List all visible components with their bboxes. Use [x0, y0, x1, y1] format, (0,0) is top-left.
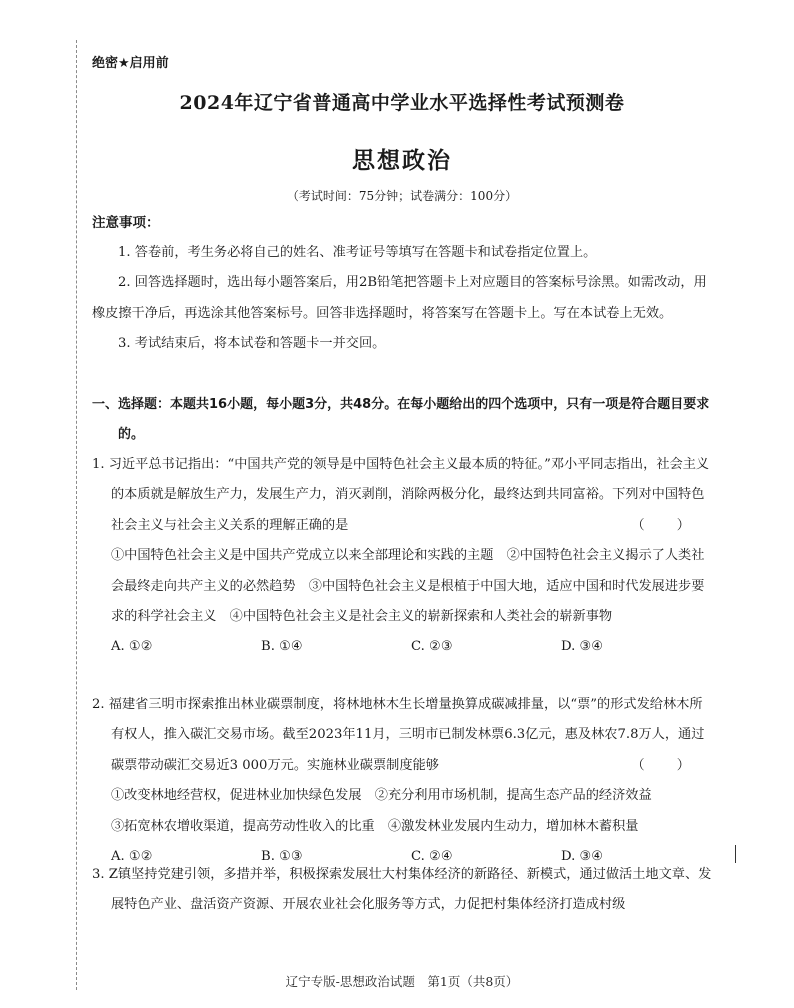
question-1 [92, 450, 714, 663]
question-statement-line: ①改变林地经营权，促进林业加快绿色发展 ②充分利用市场机制，提高生态产品的经济效益 [111, 788, 652, 804]
question-2 [92, 690, 714, 872]
answer-options [92, 632, 714, 662]
question-stem: 3. Z镇坚持党建引领，多措并举，积极探索发展壮大村集体经济的新路径、新模式，通过做活土地文章、发展特色产业、盘活资产资源、开展农业社会化服务等方式，力促把村集体经济打造成村级 [92, 867, 712, 913]
page-title: 2024年辽宁省普通高中学业水平选择性考试预测卷 [179, 92, 625, 114]
option-b: B. ①④ [261, 639, 303, 655]
question-stem: 1. 习近平总书记指出：“中国共产党的领导是中国特色社会主义最本质的特征。”邓小平同志指出，社会主义的本质就是解放生产力，发展生产力，消灭剥削，消除两极分化，最终达到共同富裕。下列对中国特色社会主义与社会主义关系的理解正确的是 [92, 457, 710, 533]
notes-list [92, 238, 714, 360]
answer-blank: （ ） [631, 757, 704, 773]
page-footer: 辽宁专版-思想政治试题 第1页（共8页） [285, 974, 519, 989]
scan-mark [735, 845, 736, 863]
note-item: 2. 回答选择题时，选出每小题答案后，用2B铅笔把答题卡上对应题目的答案标号涂黑。如需改动，用橡皮擦干净后，再选涂其他答案标号。回答非选择题时，将答案写在答题卡上。写在本试卷上无效。 [92, 275, 707, 321]
note-item: 3. 考试结束后，将本试卷和答题卡一并交回。 [118, 336, 386, 352]
option-a: A. ①② [111, 849, 153, 865]
question-statements: ①中国特色社会主义是中国共产党成立以来全部理论和实践的主题 ②中国特色社会主义揭示了人类社会最终走向共产主义的必然趋势 ③中国特色社会主义是根植于中国大地，适应中国和时代发展进步要求的科学社会主义 ④中国特色社会主义是社会主义的崭新探索和人类社会的崭新事物 [111, 548, 705, 625]
answer-blank: （ ） [631, 517, 704, 533]
question-stem: 2. 福建省三明市探索推出林业碳票制度，将林地林木生长增量换算成碳减排量，以“票”的形式发给林木所有权人，推入碳汇交易市场。截至2023年11月，三明市已制发林票6.3亿元，惠及林农7.8万人，通过碳票带动碳汇交易近3 000万元。实施林业碳票制度能够 [92, 697, 705, 773]
option-d: D. ③④ [561, 849, 604, 865]
question-3 [92, 860, 714, 952]
exam-info: （考试时间：75分钟；试卷满分：100分） [286, 189, 518, 203]
option-b: B. ①③ [261, 849, 303, 865]
binding-margin-line [76, 40, 77, 990]
question-statement-line: ③拓宽林农增收渠道，提高劳动性收入的比重 ④激发林业发展内生动力，增加林木蓄积量 [111, 818, 639, 834]
subject-title: 思想政治 [352, 148, 452, 174]
note-item: 1. 答卷前，考生务必将自己的姓名、准考证号等填写在答题卡和试卷指定位置上。 [118, 245, 597, 260]
section-heading: 一、选择题：本题共16小题，每小题3分，共48分。在每小题给出的四个选项中，只有一项是符合题目要求的。 [92, 397, 710, 443]
option-a: A. ①② [111, 639, 153, 655]
confidential-label: 绝密★启用前 [92, 56, 169, 71]
option-d: D. ③④ [561, 639, 604, 655]
option-c: C. ②③ [411, 639, 453, 655]
option-c: C. ②④ [411, 849, 453, 865]
notes-heading: 注意事项： [92, 215, 160, 231]
